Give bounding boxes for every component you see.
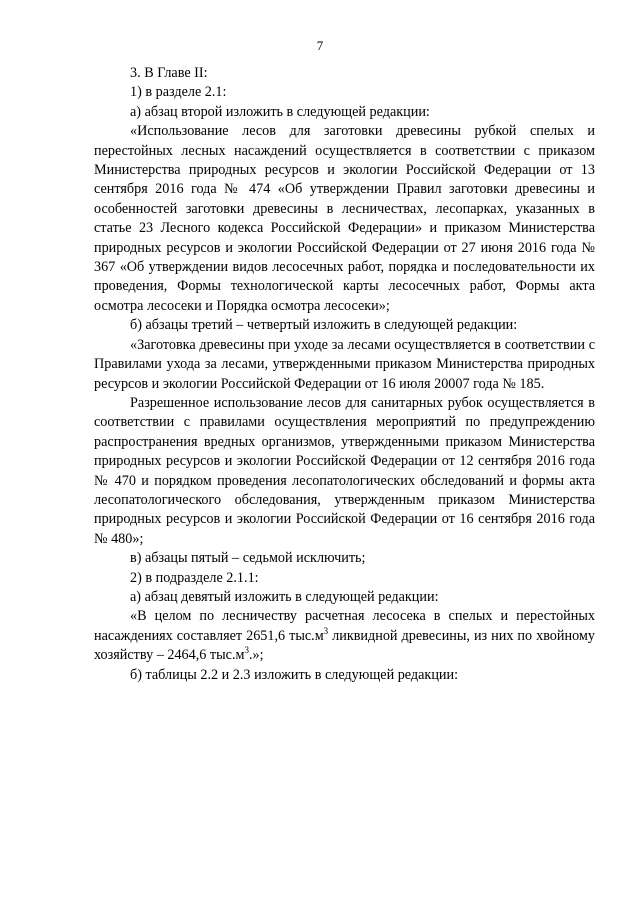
paragraph-quote-allowable-cut [94, 607, 595, 665]
paragraph-item-a-ninth: а) абзац девятый изложить в следующей редакции: [130, 588, 439, 605]
paragraph-subsection-2-1-1: 2) в подразделе 2.1.1: [130, 569, 259, 586]
paragraph-sanitary-felling: Разрешенное использование лесов для санитарных рубок осуществляется в соответствии с правилами осуществления мероприятий по предупреждению распространения вредных организмов, утвержденными приказом Министерства природных ресурсов и экологии Российской Федерации от 12 сентября 2016 года № 470 и порядком проведения лесопатологических обследований и формы акта лесопатологического обследования, утвержденным приказом Министерства природных ресурсов и экологии Российской Федерации от 16 сентября 2016 года № 480»; [94, 394, 595, 547]
paragraph-item-b: б) абзацы третий – четвертый изложить в следующей редакции: [130, 317, 518, 334]
paragraph-item-b-tables: б) таблицы 2.2 и 2.3 изложить в следующей редакции: [130, 666, 459, 683]
allowable-cut-text-1: «В целом по лесничеству расчетная лесосека в спелых и перестойных насаждениях составляет 2651,6 тыс.м [94, 608, 595, 644]
paragraph-item-c: в) абзацы пятый – седьмой исключить; [130, 550, 366, 567]
superscript-cubic-2: 3 [244, 645, 249, 656]
document-body [94, 64, 595, 685]
paragraph-quote-forest-use: «Использование лесов для заготовки древесины рубкой спелых и перестойных лесных насаждений осуществляется в соответствии с приказом Министерства природных ресурсов и экологии Российской Федерации от 13 сентября 2016 года № 474 «Об утверждении Правил заготовки древесины и особенностей заготовки древесины в лесничествах, лесопарках, указанных в статье 23 Лесного кодекса Российской Федерации» и приказом Министерства природных ресурсов и экологии Российской Федерации от 27 июня 2016 года № 367 «Об утверждении видов лесосечных работ, порядка и последовательности их проведения, Формы технологической карты лесосечных работ, Формы акта осмотра лесосеки и Порядка осмотра лесосеки»; [94, 123, 595, 314]
allowable-cut-text-3: .»; [248, 647, 264, 664]
page-number: 7 [316, 38, 324, 53]
superscript-cubic-1: 3 [323, 625, 329, 636]
paragraph-quote-timber-harvest: «Заготовка древесины при уходе за лесами осуществляется в соответствии с Правилами ухода за лесами, утвержденными приказом Министерства природных ресурсов и экологии Российской Федерации от 16 июля 20007 года № 185. [94, 336, 595, 392]
allowable-cut-text-2: ликвидной древесины, из них по хвойному хозяйству – 2464,6 тыс.м [94, 627, 595, 664]
paragraph-chapter-heading: 3. В Главе II: [130, 65, 208, 81]
paragraph-section-2-1: 1) в разделе 2.1: [130, 84, 227, 101]
paragraph-item-a: а) абзац второй изложить в следующей редакции: [130, 103, 430, 120]
